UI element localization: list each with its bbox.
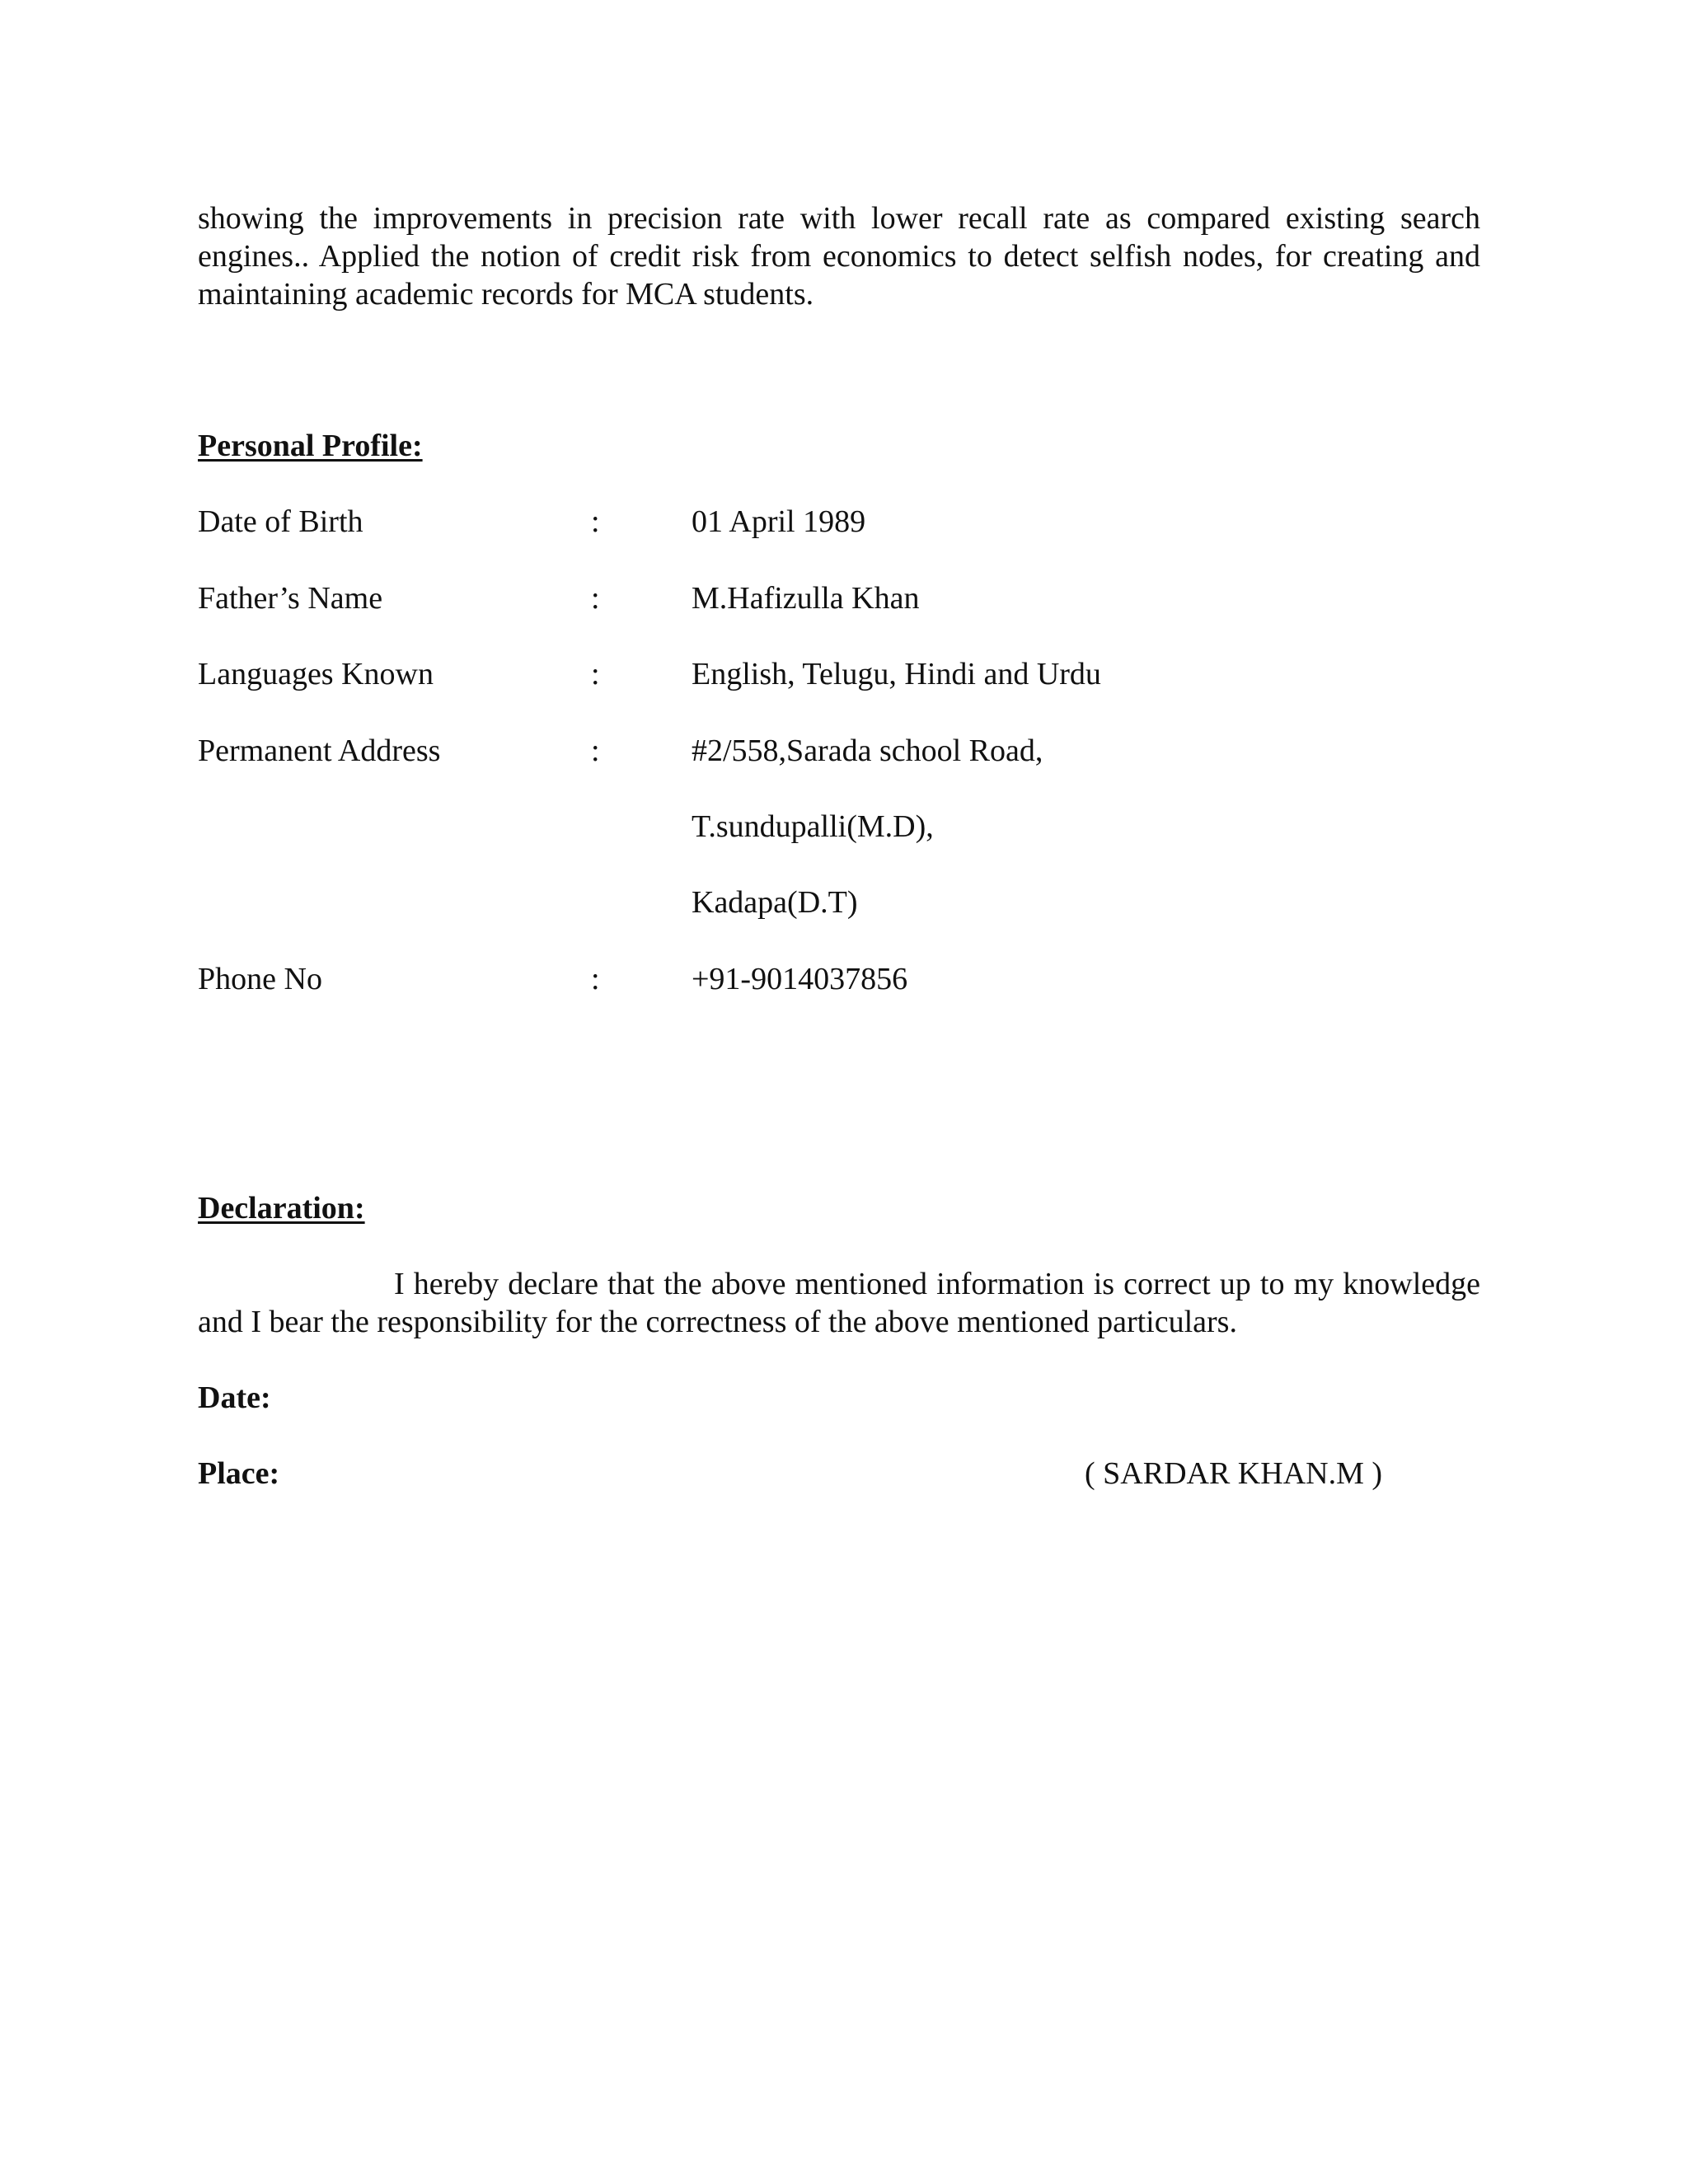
profile-value: Kadapa(D.T): [692, 885, 858, 920]
profile-row-address-line-2: [198, 808, 1480, 846]
profile-label: Father’s Name: [198, 581, 383, 616]
signature-name: ( SARDAR KHAN.M ): [1085, 1456, 1383, 1491]
date-label: Date:: [198, 1380, 271, 1415]
profile-value: English, Telugu, Hindi and Urdu: [692, 657, 1101, 691]
profile-separator: :: [591, 504, 600, 539]
profile-row-phone-no: [198, 960, 1480, 998]
profile-value: +91-9014037856: [692, 962, 908, 996]
profile-value: 01 April 1989: [692, 504, 866, 539]
profile-row-address-line-3: [198, 883, 1480, 921]
profile-label: Date of Birth: [198, 504, 363, 539]
profile-separator: :: [591, 962, 600, 996]
place-label: Place:: [198, 1456, 280, 1491]
personal-profile-heading: Personal Profile:: [198, 429, 423, 463]
profile-row-permanent-address: [198, 732, 1480, 770]
declaration-paragraph: I hereby declare that the above mentioned information is correct up to my knowledge and I bear the responsibility for the correctness of the above mentioned particulars.: [198, 1267, 1480, 1339]
profile-value: #2/558,Sarada school Road,: [692, 733, 1043, 768]
profile-value: M.Hafizulla Khan: [692, 581, 920, 616]
declaration-heading: Declaration:: [198, 1191, 365, 1226]
profile-separator: :: [591, 581, 600, 616]
profile-row-languages-known: [198, 655, 1480, 693]
profile-separator: :: [591, 733, 600, 768]
profile-separator: :: [591, 657, 600, 691]
profile-label: Languages Known: [198, 657, 434, 691]
profile-label: Permanent Address: [198, 733, 441, 768]
intro-paragraph: showing the improvements in precision rate with lower recall rate as compared existing search engines.. Applied the notion of credit risk from economics to detect selfish nodes, for creating and maintaining academic records for MCA students.: [198, 201, 1480, 312]
profile-row-fathers-name: [198, 579, 1480, 617]
profile-row-date-of-birth: [198, 503, 1480, 541]
profile-value: T.sundupalli(M.D),: [692, 809, 934, 844]
profile-label: Phone No: [198, 962, 322, 996]
